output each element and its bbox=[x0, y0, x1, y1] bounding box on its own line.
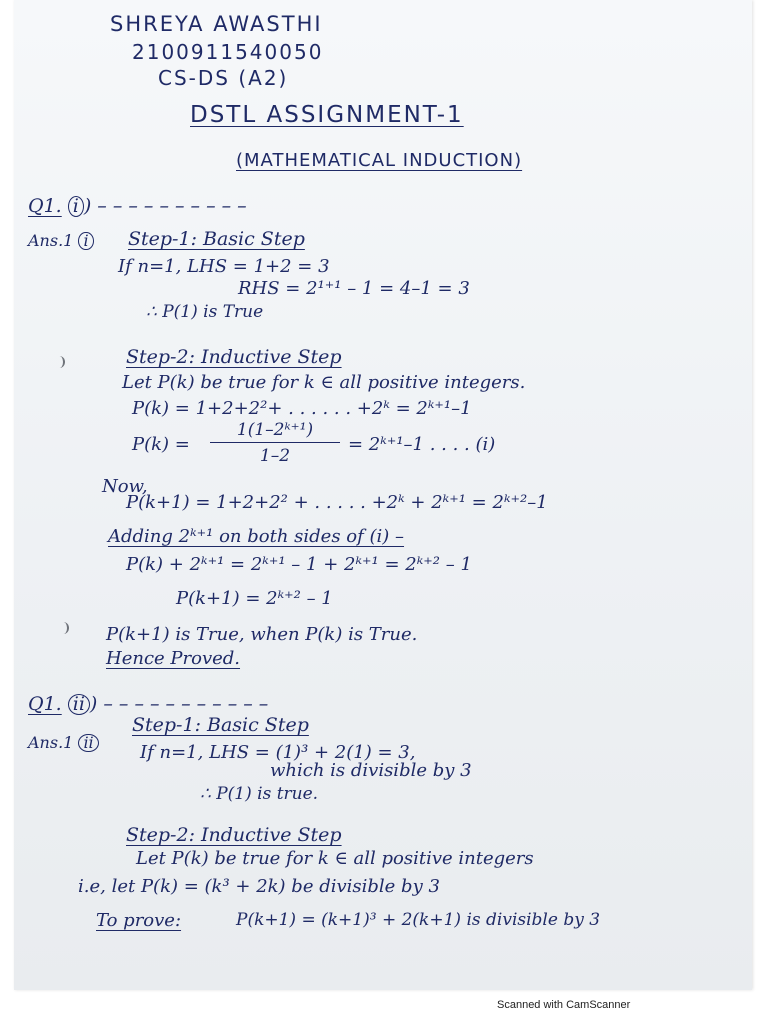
binder-hole bbox=[58, 622, 69, 634]
assignment-subtitle: (MATHEMATICAL INDUCTION) bbox=[236, 150, 523, 171]
math-line: ∴ P(1) is True bbox=[146, 302, 264, 322]
roll-number: 2100911540050 bbox=[132, 40, 324, 64]
answer-number: ii bbox=[78, 734, 98, 752]
scanner-watermark: Scanned with CamScanner bbox=[497, 999, 631, 1011]
math-line: Now, bbox=[102, 476, 148, 497]
conclusion: Hence Proved. bbox=[106, 648, 241, 669]
math-line: P(k+1) = 1+2+2² + . . . . . +2ᵏ + 2ᵏ⁺¹ = 2ᵏ⁺²–1 bbox=[126, 492, 548, 513]
math-line: which is divisible by 3 bbox=[270, 760, 472, 781]
step-heading: Step-2: Inductive Step bbox=[126, 824, 342, 846]
question-label: Q1. i ) – – – – – – – – – – bbox=[28, 195, 247, 217]
question-dashes: ) – – – – – – – – – – – bbox=[89, 693, 269, 715]
math-line: If n=1, LHS = 1+2 = 3 bbox=[118, 256, 330, 277]
math-line: Adding 2ᵏ⁺¹ on both sides of (i) – bbox=[108, 526, 405, 547]
math-line: P(k) + 2ᵏ⁺¹ = 2ᵏ⁺¹ – 1 + 2ᵏ⁺¹ = 2ᵏ⁺² – 1 bbox=[126, 554, 472, 575]
math-line: P(k) = bbox=[132, 434, 190, 455]
math-line: i.e, let P(k) = (k³ + 2k) be divisible by 3 bbox=[78, 876, 440, 897]
step-heading: Step-2: Inductive Step bbox=[126, 346, 342, 368]
answer-number: i bbox=[78, 232, 93, 250]
notebook-page bbox=[14, 0, 752, 990]
answer-label: Ans.1 ii bbox=[28, 734, 99, 752]
fraction-numerator: 1(1–2ᵏ⁺¹) bbox=[210, 422, 340, 443]
math-line: P(k+1) is True, when P(k) is True. bbox=[106, 624, 418, 645]
step-heading: Step-1: Basic Step bbox=[128, 228, 305, 250]
fraction bbox=[210, 422, 340, 465]
math-line: P(k+1) = 2ᵏ⁺² – 1 bbox=[176, 588, 333, 609]
assignment-title: DSTL ASSIGNMENT-1 bbox=[190, 102, 464, 128]
question-number: ii bbox=[68, 694, 90, 715]
math-line: = 2ᵏ⁺¹–1 . . . . (i) bbox=[348, 434, 496, 455]
math-line: Let P(k) be true for k ∈ all positive integers bbox=[136, 848, 534, 869]
math-line: P(k) = 1+2+2²+ . . . . . . +2ᵏ = 2ᵏ⁺¹–1 bbox=[132, 398, 472, 419]
math-line: If n=1, LHS = (1)³ + 2(1) = 3, bbox=[140, 742, 416, 763]
answer-label: Ans.1 i bbox=[28, 232, 94, 250]
to-prove-label: To prove: bbox=[96, 910, 182, 931]
binder-hole bbox=[54, 356, 65, 368]
question-label: Q1. ii ) – – – – – – – – – – – bbox=[28, 693, 269, 715]
math-line: ∴ P(1) is true. bbox=[200, 784, 319, 804]
math-line: RHS = 2¹⁺¹ – 1 = 4–1 = 3 bbox=[238, 278, 470, 299]
math-line: P(k+1) = (k+1)³ + 2(k+1) is divisible by 3 bbox=[236, 910, 601, 930]
math-line: Let P(k) be true for k ∈ all positive integers. bbox=[122, 372, 526, 393]
question-dashes: ) – – – – – – – – – – bbox=[83, 195, 247, 217]
student-name: SHREYA AWASTHI bbox=[110, 12, 323, 36]
step-heading: Step-1: Basic Step bbox=[132, 714, 309, 736]
question-number: i bbox=[68, 196, 84, 217]
fraction-denominator: 1–2 bbox=[259, 446, 291, 466]
section: CS-DS (A2) bbox=[158, 66, 289, 90]
